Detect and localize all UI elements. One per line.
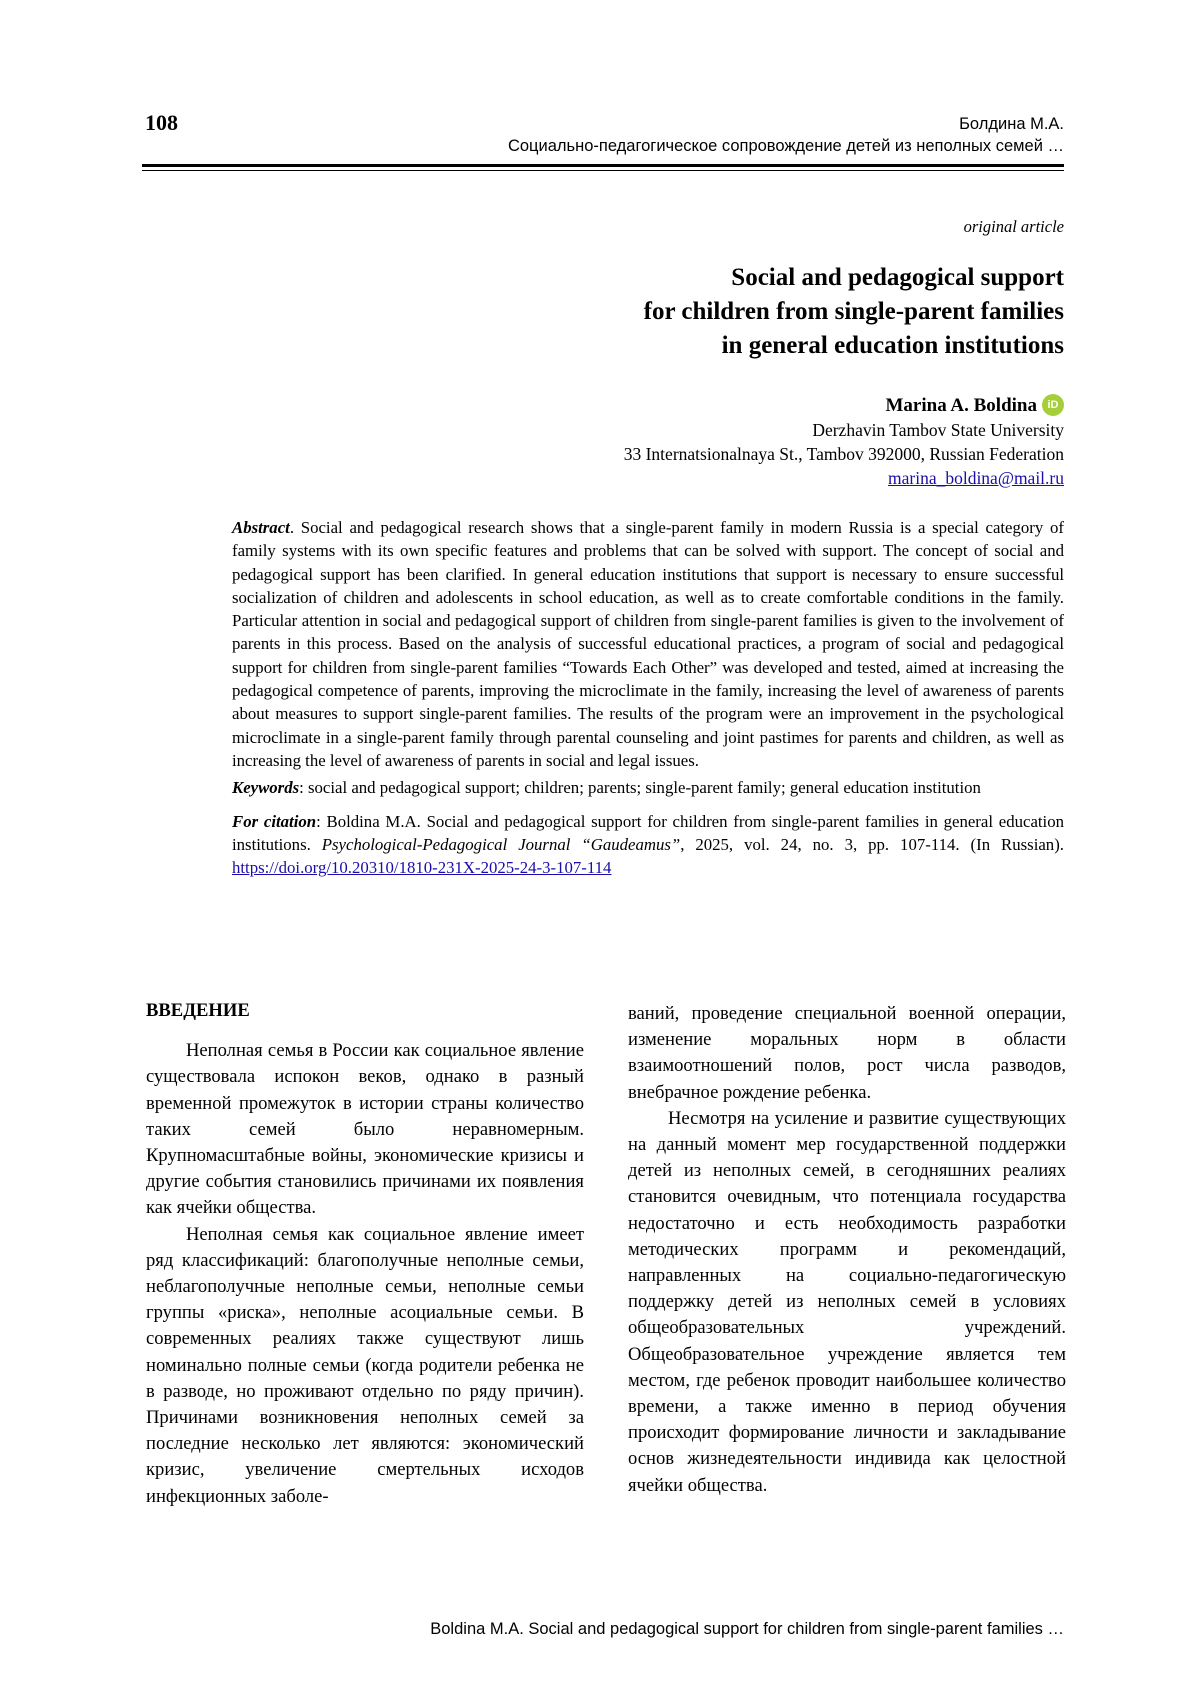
running-header-title: Социально-педагогическое сопровождение детей из неполных семей … bbox=[507, 137, 1064, 155]
author-name: Marina A. Boldina bbox=[885, 395, 1037, 416]
body-paragraph-continuation: ваний, проведение специальной военной операции, изменение моральных норм в области взаимоотношений полов, рост числа разводов, внебрачное рождение ребенка. bbox=[628, 1003, 1066, 1103]
author-line bbox=[364, 393, 1064, 418]
title-line: Social and pedagogical support bbox=[731, 264, 1064, 291]
body-paragraph: Несмотря на усиление и развитие существующих на данный момент мер государственной поддержки детей из неполных семей, в сегодняшних реалиях становится очевидным, что потенциала государства недостаточно и есть необходимость разработки методических программ и рекомендаций, направленных на социально-педагогическую поддержку детей из неполных семей в условиях общеобразовательных учреждений. Общеобразовательное учреждение является тем местом, где ребенок проводит наибольшее количество времени, а также именно в период обучения происходит формирование личности и закладывание основ жизнедеятельности индивида как целостной ячейки общества. bbox=[628, 1107, 1066, 1496]
body-paragraph: Неполная семья в России как социальное явление существовала испокон веков, однако в разный временной промежуток в истории страны количество таких семей было неравномерным. Крупномасштабные войны, экономические кризисы и другие события становились причинами их появления как ячейки общества. bbox=[146, 1040, 584, 1219]
abstract-block bbox=[232, 516, 1064, 879]
abstract-label: Abstract bbox=[232, 518, 290, 537]
author-affiliation: Derzhavin Tambov State University bbox=[812, 420, 1064, 440]
keywords-label: Keywords bbox=[232, 778, 300, 798]
citation-text: : Boldina M.A. Social and pedagogical support for children from single-parent families in general education institutions. bbox=[232, 811, 1064, 854]
running-footer: Boldina M.A. Social and pedagogical support for children from single-parent families … bbox=[430, 1620, 1064, 1638]
article-type: original article bbox=[963, 217, 1064, 236]
header-rule-thick bbox=[142, 164, 1064, 167]
title-line: for children from single-parent families bbox=[643, 298, 1064, 325]
orcid-icon[interactable]: iD bbox=[1042, 394, 1064, 416]
doi-link[interactable]: https://doi.org/10.20310/1810-231X-2025-24-3-107-114 bbox=[232, 858, 612, 878]
body-paragraph: Неполная семья как социальное явление имеет ряд классификаций: благополучные неполные семьи, неблагополучные неполные семьи, неполные семьи группы «риска», неполные асоциальные семьи. В современных реалиях также существуют лишь номинально полные семьи (когда родители ребенка не в разводе, но проживают отдельно по ряду причин). Причинами возникновения неполных семей за последние несколько лет являются: экономический кризис, увеличение смертельных исходов инфекционных заболе- bbox=[146, 1223, 584, 1507]
article-title bbox=[264, 261, 1064, 363]
citation-label: For citation bbox=[232, 811, 317, 831]
page-number: 108 bbox=[145, 110, 178, 135]
author-email-link[interactable]: marina_boldina@mail.ru bbox=[888, 468, 1064, 488]
author-block bbox=[364, 393, 1064, 490]
keywords-paragraph bbox=[232, 776, 1064, 799]
header-rule-thin bbox=[142, 170, 1064, 171]
keywords-text: : social and pedagogical support; children; parents; single-parent family; general education institution bbox=[299, 778, 981, 798]
title-line: in general education institutions bbox=[721, 332, 1064, 359]
citation-journal: Psychological-Pedagogical Journal “Gaudeamus” bbox=[321, 834, 681, 854]
running-header-author: Болдина М.А. bbox=[959, 115, 1064, 133]
section-heading-introduction: ВВЕДЕНИЕ bbox=[146, 1000, 250, 1021]
abstract-text: . Social and pedagogical research shows that a single-parent family in modern Russia is a special category of family systems with its own specific features and problems that can be solved with support. The concept of social and pedagogical support has been clarified. In general education institutions that support is necessary to ensure successful socialization of children and adolescents in school education, as well as to create comfortable conditions in the family. Particular attention in social and pedagogical support of children from single-parent families is given to the involvement of parents in this process. Based on the analysis of successful educational practices, a program of social and pedagogical support for children from single-parent families “Towards Each Other” was developed and tested, aimed at increasing the pedagogical competence of parents, improving the microclimate in the family, increasing the level of awareness of parents about measures to support single-parent families. The results of the program were an improvement in the psychological microclimate in a single-parent family through parental counseling and joint pastimes for parents and children, as well as increasing the level of awareness of parents in social and legal issues. bbox=[232, 518, 1064, 770]
abstract-paragraph bbox=[232, 516, 1064, 772]
body-column-left bbox=[146, 998, 584, 1510]
author-address: 33 Internatsionalnaya St., Tambov 392000, Russian Federation bbox=[623, 444, 1064, 464]
citation-tail: , 2025, vol. 24, no. 3, pp. 107-114. (In Russian). bbox=[680, 834, 1064, 854]
citation-paragraph bbox=[232, 810, 1064, 880]
body-column-right bbox=[628, 1001, 1066, 1499]
